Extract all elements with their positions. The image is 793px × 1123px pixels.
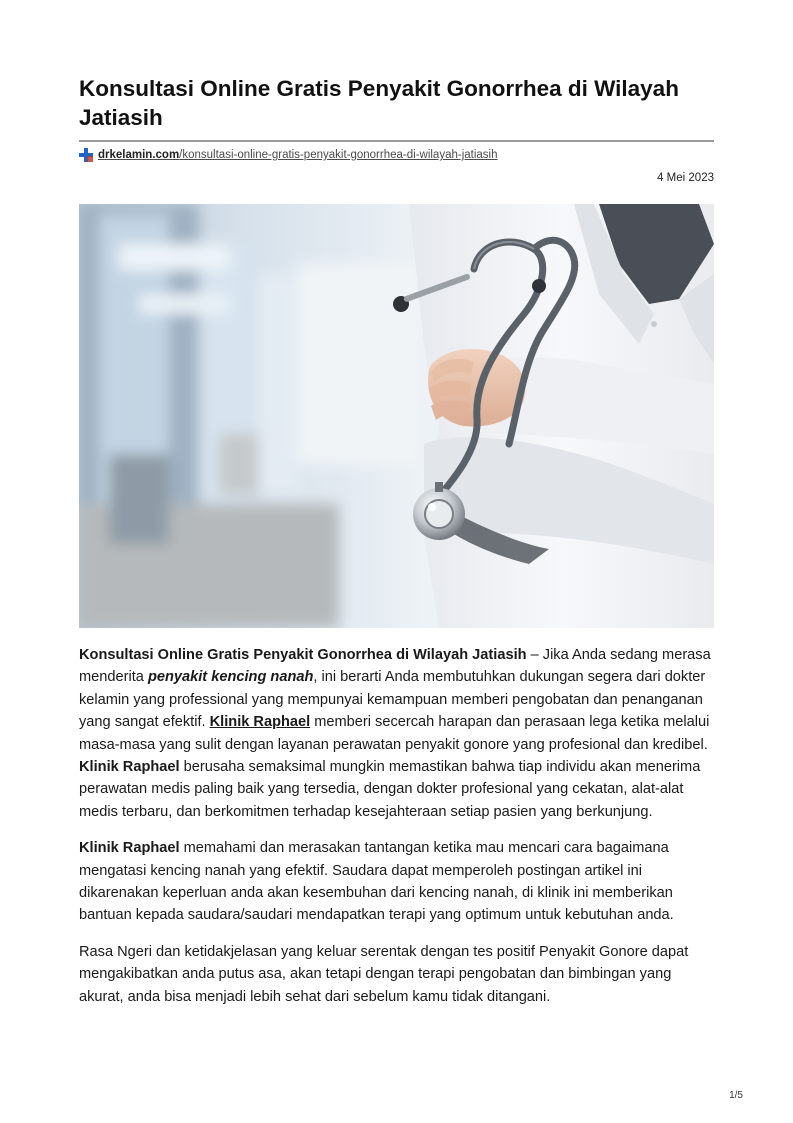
source-domain: drkelamin.com: [98, 149, 180, 161]
paragraph-text: berusaha semaksimal mungkin memastikan bahwa tiap individu akan menerima perawatan medis paling baik yang tersedia, dengan dokter profesional yang cekatan, alat-alat medis terbaru, dan berkomitmen terhadap kesejahteraan setiap pasien yang berkunjung.: [79, 759, 701, 820]
emphasized-term: penyakit kencing nanah: [147, 669, 314, 686]
doctor-with-stethoscope-photo: [79, 204, 714, 628]
article-body: [79, 644, 719, 1022]
title-divider: [79, 140, 714, 142]
article-paragraph-3: Rasa Ngeri dan ketidakjelasan yang keluar serentak dengan tes positif Penyakit Gonore dapat mengakibatkan anda putus asa, akan tetapi dengan terapi pengobatan dan bimbingan yang akurat, anda bisa menjadi lebih sehat dari sebelum kamu tidak ditangani.: [79, 943, 689, 1005]
paragraph-text: memahami dan merasakan tantangan ketika mau mencari cara bagaimana mengatasi kencing nanah yang efektif. Saudara dapat memperoleh postingan artikel ini dikarenakan keperluan anda akan kesembuhan dari kencing nanah, di klinik ini memberikan bantuan kepada saudara/saudari mendapatkan terapi yang optimum untuk kebutuhan anda.: [79, 840, 674, 924]
clinic-name-bold: Klinik Raphael: [79, 759, 180, 776]
medical-cross-icon: [79, 148, 93, 162]
publish-date: 4 Mei 2023: [657, 172, 714, 184]
klinik-raphael-link[interactable]: Klinik Raphael: [209, 714, 311, 731]
article-paragraph-1: [79, 644, 719, 823]
paragraph-text: memberi secercah harapan dan perasaan lega ketika melalui masa-masa yang sulit dengan layanan perawatan penyakit gonore yang profesional dan kredibel.: [79, 714, 710, 753]
article-paragraph-2: [79, 837, 719, 927]
paragraph-text: , ini berarti Anda membutuhkan dukungan segera dari dokter kelamin yang professional yang mempunyai kemampuan memberi pengobatan dan penanganan yang sangat efektif.: [79, 669, 706, 731]
article-lead-title: Konsultasi Online Gratis Penyakit Gonorrhea di Wilayah Jatiasih: [79, 647, 527, 663]
source-url-row: [79, 147, 498, 163]
source-url-link[interactable]: [98, 149, 498, 161]
page-title: Konsultasi Online Gratis Penyakit Gonorrhea di Wilayah Jatiasih: [79, 76, 679, 130]
source-path: /konsultasi-online-gratis-penyakit-gonorrhea-di-wilayah-jatiasih: [179, 149, 498, 161]
hero-illustration: [79, 204, 714, 628]
clinic-name-bold: Klinik Raphael: [79, 840, 180, 857]
page-number: 1/5: [729, 1090, 743, 1101]
paragraph-text: – Jika Anda sedang merasa menderita: [79, 647, 711, 686]
